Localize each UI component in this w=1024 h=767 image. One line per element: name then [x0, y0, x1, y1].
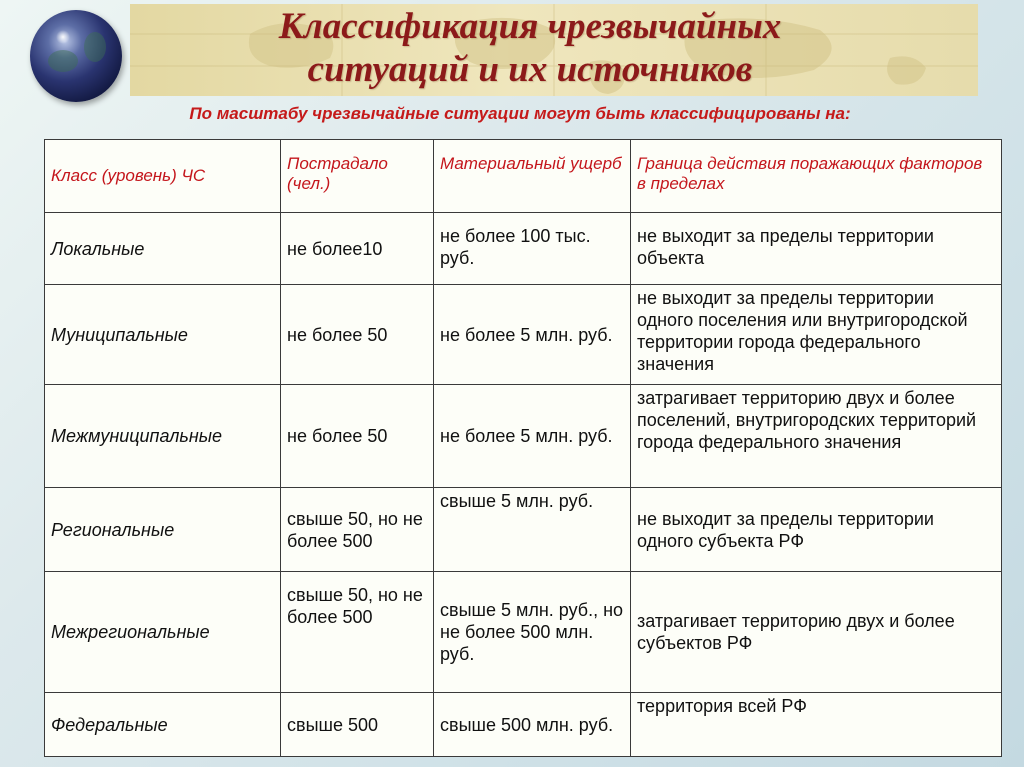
- cell-victims: не более 50: [281, 385, 434, 488]
- table-header-row: [45, 140, 1002, 213]
- cell-victims: не более 50: [281, 285, 434, 385]
- title-line-1: Классификация чрезвычайных: [278, 6, 782, 47]
- table-row: [45, 572, 1002, 693]
- classification-table: [44, 139, 1002, 757]
- cell-class: Муниципальные: [45, 285, 281, 385]
- header-boundary: Граница действия поражающих факторов в пределах: [631, 140, 1002, 213]
- cell-class: Федеральные: [45, 693, 281, 757]
- globe-icon: [30, 10, 122, 102]
- table-row: [45, 385, 1002, 488]
- cell-class: Локальные: [45, 213, 281, 285]
- cell-victims: свыше 50, но не более 500: [281, 488, 434, 572]
- cell-victims: свыше 500: [281, 693, 434, 757]
- cell-boundary: не выходит за пределы территории объекта: [631, 213, 1002, 285]
- table-row: [45, 488, 1002, 572]
- cell-damage: не более 5 млн. руб.: [434, 385, 631, 488]
- cell-boundary: затрагивает территорию двух и более субъектов РФ: [631, 572, 1002, 693]
- cell-class: Межмуниципальные: [45, 385, 281, 488]
- cell-class: Региональные: [45, 488, 281, 572]
- cell-boundary: не выходит за пределы территории одного поселения или внутригородской территории города федерального значения: [631, 285, 1002, 385]
- cell-damage: свыше 500 млн. руб.: [434, 693, 631, 757]
- page-title: [150, 5, 910, 91]
- cell-boundary: не выходит за пределы территории одного субъекта РФ: [631, 488, 1002, 572]
- cell-class: Межрегиональные: [45, 572, 281, 693]
- cell-victims: свыше 50, но не более 500: [281, 572, 434, 693]
- subtitle: По масштабу чрезвычайные ситуации могут быть классифицированы на:: [189, 104, 851, 123]
- table-row: [45, 693, 1002, 757]
- header-material-damage: Материальный ущерб: [434, 140, 631, 213]
- cell-damage: свыше 5 млн. руб., но не более 500 млн. руб.: [434, 572, 631, 693]
- table-row: [45, 213, 1002, 285]
- header-victims: Пострадало (чел.): [281, 140, 434, 213]
- cell-damage: свыше 5 млн. руб.: [434, 488, 631, 572]
- table-row: [45, 285, 1002, 385]
- cell-boundary: затрагивает территорию двух и более поселений, внутригородских территорий города федерального значения: [631, 385, 1002, 488]
- cell-damage: не более 5 млн. руб.: [434, 285, 631, 385]
- header-class-level: Класс (уровень) ЧС: [45, 140, 281, 213]
- cell-damage: не более 100 тыс. руб.: [434, 213, 631, 285]
- cell-victims: не более10: [281, 213, 434, 285]
- title-line-2: ситуаций и их источников: [307, 49, 753, 90]
- cell-boundary: территория всей РФ: [631, 693, 1002, 757]
